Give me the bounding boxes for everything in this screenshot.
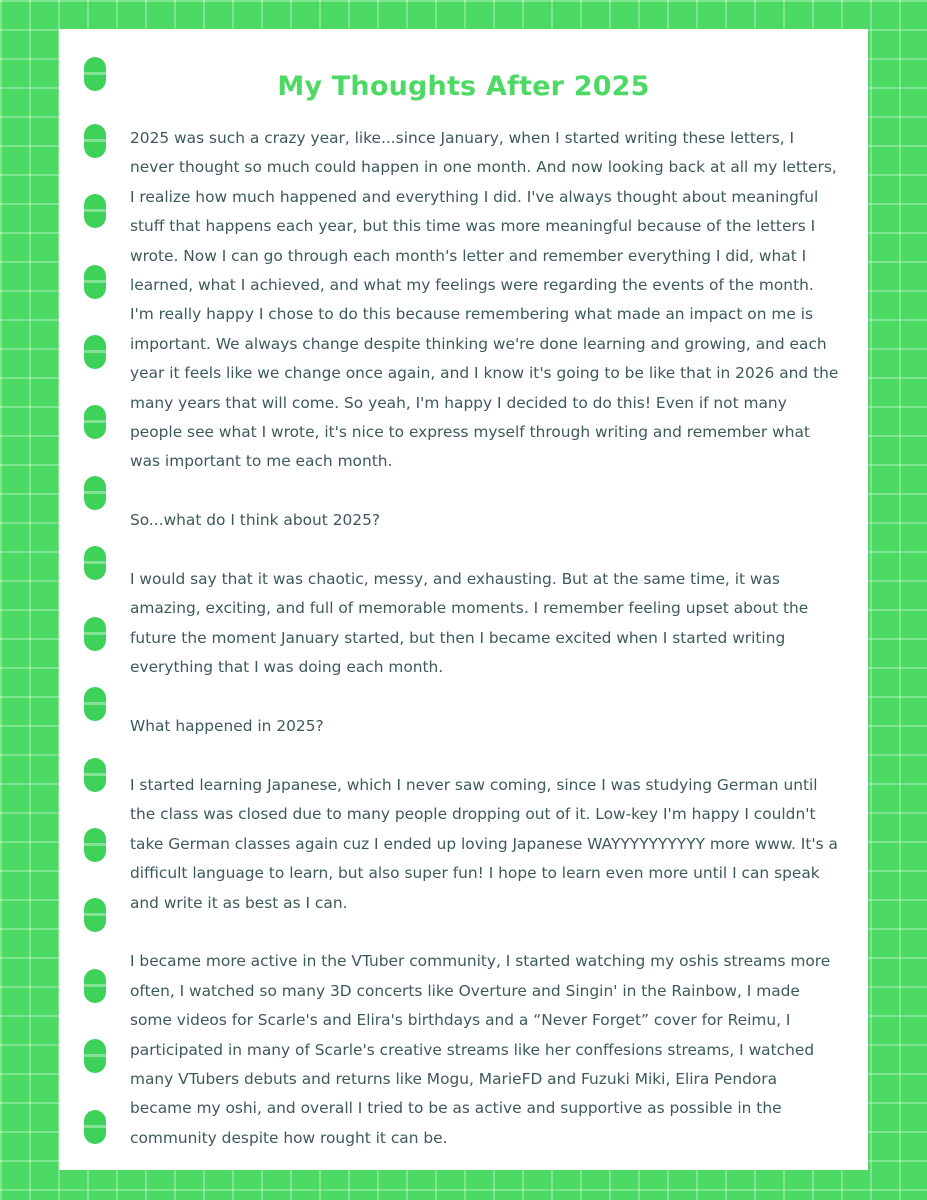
- binder-hole: [84, 124, 106, 158]
- binder-hole: [84, 405, 106, 439]
- binder-hole: [84, 969, 106, 1003]
- paragraph: I started learning Japanese, which I never saw coming, since I was studying German until the class was closed due to many people dropping out of it. Low-key I'm happy I couldn't take German classes again cuz I ended up loving Japanese WAYYYYYYYYYY more www. It's a difficult language to learn, but also super fun! I hope to learn even more until I can speak and write it as best as I can.: [130, 775, 838, 912]
- paragraph: I became more active in the VTuber community, I started watching my oshis streams more often, I watched so many 3D concerts like Overture and Singin' in the Rainbow, I made some videos for Scarle's and Elira's birthdays and a “Never Forget” cover for Reimu, I participated in many of Scarle's creative streams like her conffesions streams, I watched many VTubers debuts and returns like Mogu, MarieFD and Fuzuki Miki, Elira Pendora became my oshi, and overall I tried to be as active and supportive as possible in the community despite how rought it can be.: [130, 952, 831, 1147]
- letter-page: [59, 29, 868, 1170]
- binder-hole: [84, 828, 106, 862]
- binder-hole: [84, 194, 106, 228]
- binder-hole: [84, 687, 106, 721]
- binder-hole: [84, 546, 106, 580]
- binder-hole: [84, 476, 106, 510]
- paragraph: 2025 was such a crazy year, like...since January, when I started writing these letters, I never thought so much could happen in one month. And now looking back at all my letters, I realize how much happened and everything I did. I've always thought about meaningful stuff that happens each year, but this time was more meaningful because of the letters I wrote. Now I can go through each month's letter and remember everything I did, what I learned, what I achieved, and what my feelings were regarding the events of the month. I'm really happy I chose to do this because remembering what made an impact on me is important. We always change despite thinking we're done learning and growing, and each year it feels like we change once again, and I know it's going to be like that in 2026 and the many years that will come. So yeah, I'm happy I decided to do this! Even if not many people see what I wrote, it's nice to express myself through writing and remember what was important to me each month.: [130, 129, 839, 471]
- binder-hole: [84, 758, 106, 792]
- binder-hole: [84, 1039, 106, 1073]
- binder-holes: [59, 29, 139, 1170]
- page-title: My Thoughts After 2025: [277, 71, 650, 102]
- binder-hole: [84, 898, 106, 932]
- binder-hole: [84, 617, 106, 651]
- paragraph: I would say that it was chaotic, messy, and exhausting. But at the same time, it was amazing, exciting, and full of memorable moments. I remember feeling upset about the future the moment January started, but then I became excited when I started writing everything that I was doing each month.: [130, 570, 809, 677]
- binder-hole: [84, 265, 106, 299]
- binder-hole: [84, 335, 106, 369]
- section-question: What happened in 2025?: [130, 717, 324, 736]
- section-question: So...what do I think about 2025?: [130, 511, 381, 530]
- binder-hole: [84, 1110, 106, 1144]
- letter-body: [130, 124, 842, 1183]
